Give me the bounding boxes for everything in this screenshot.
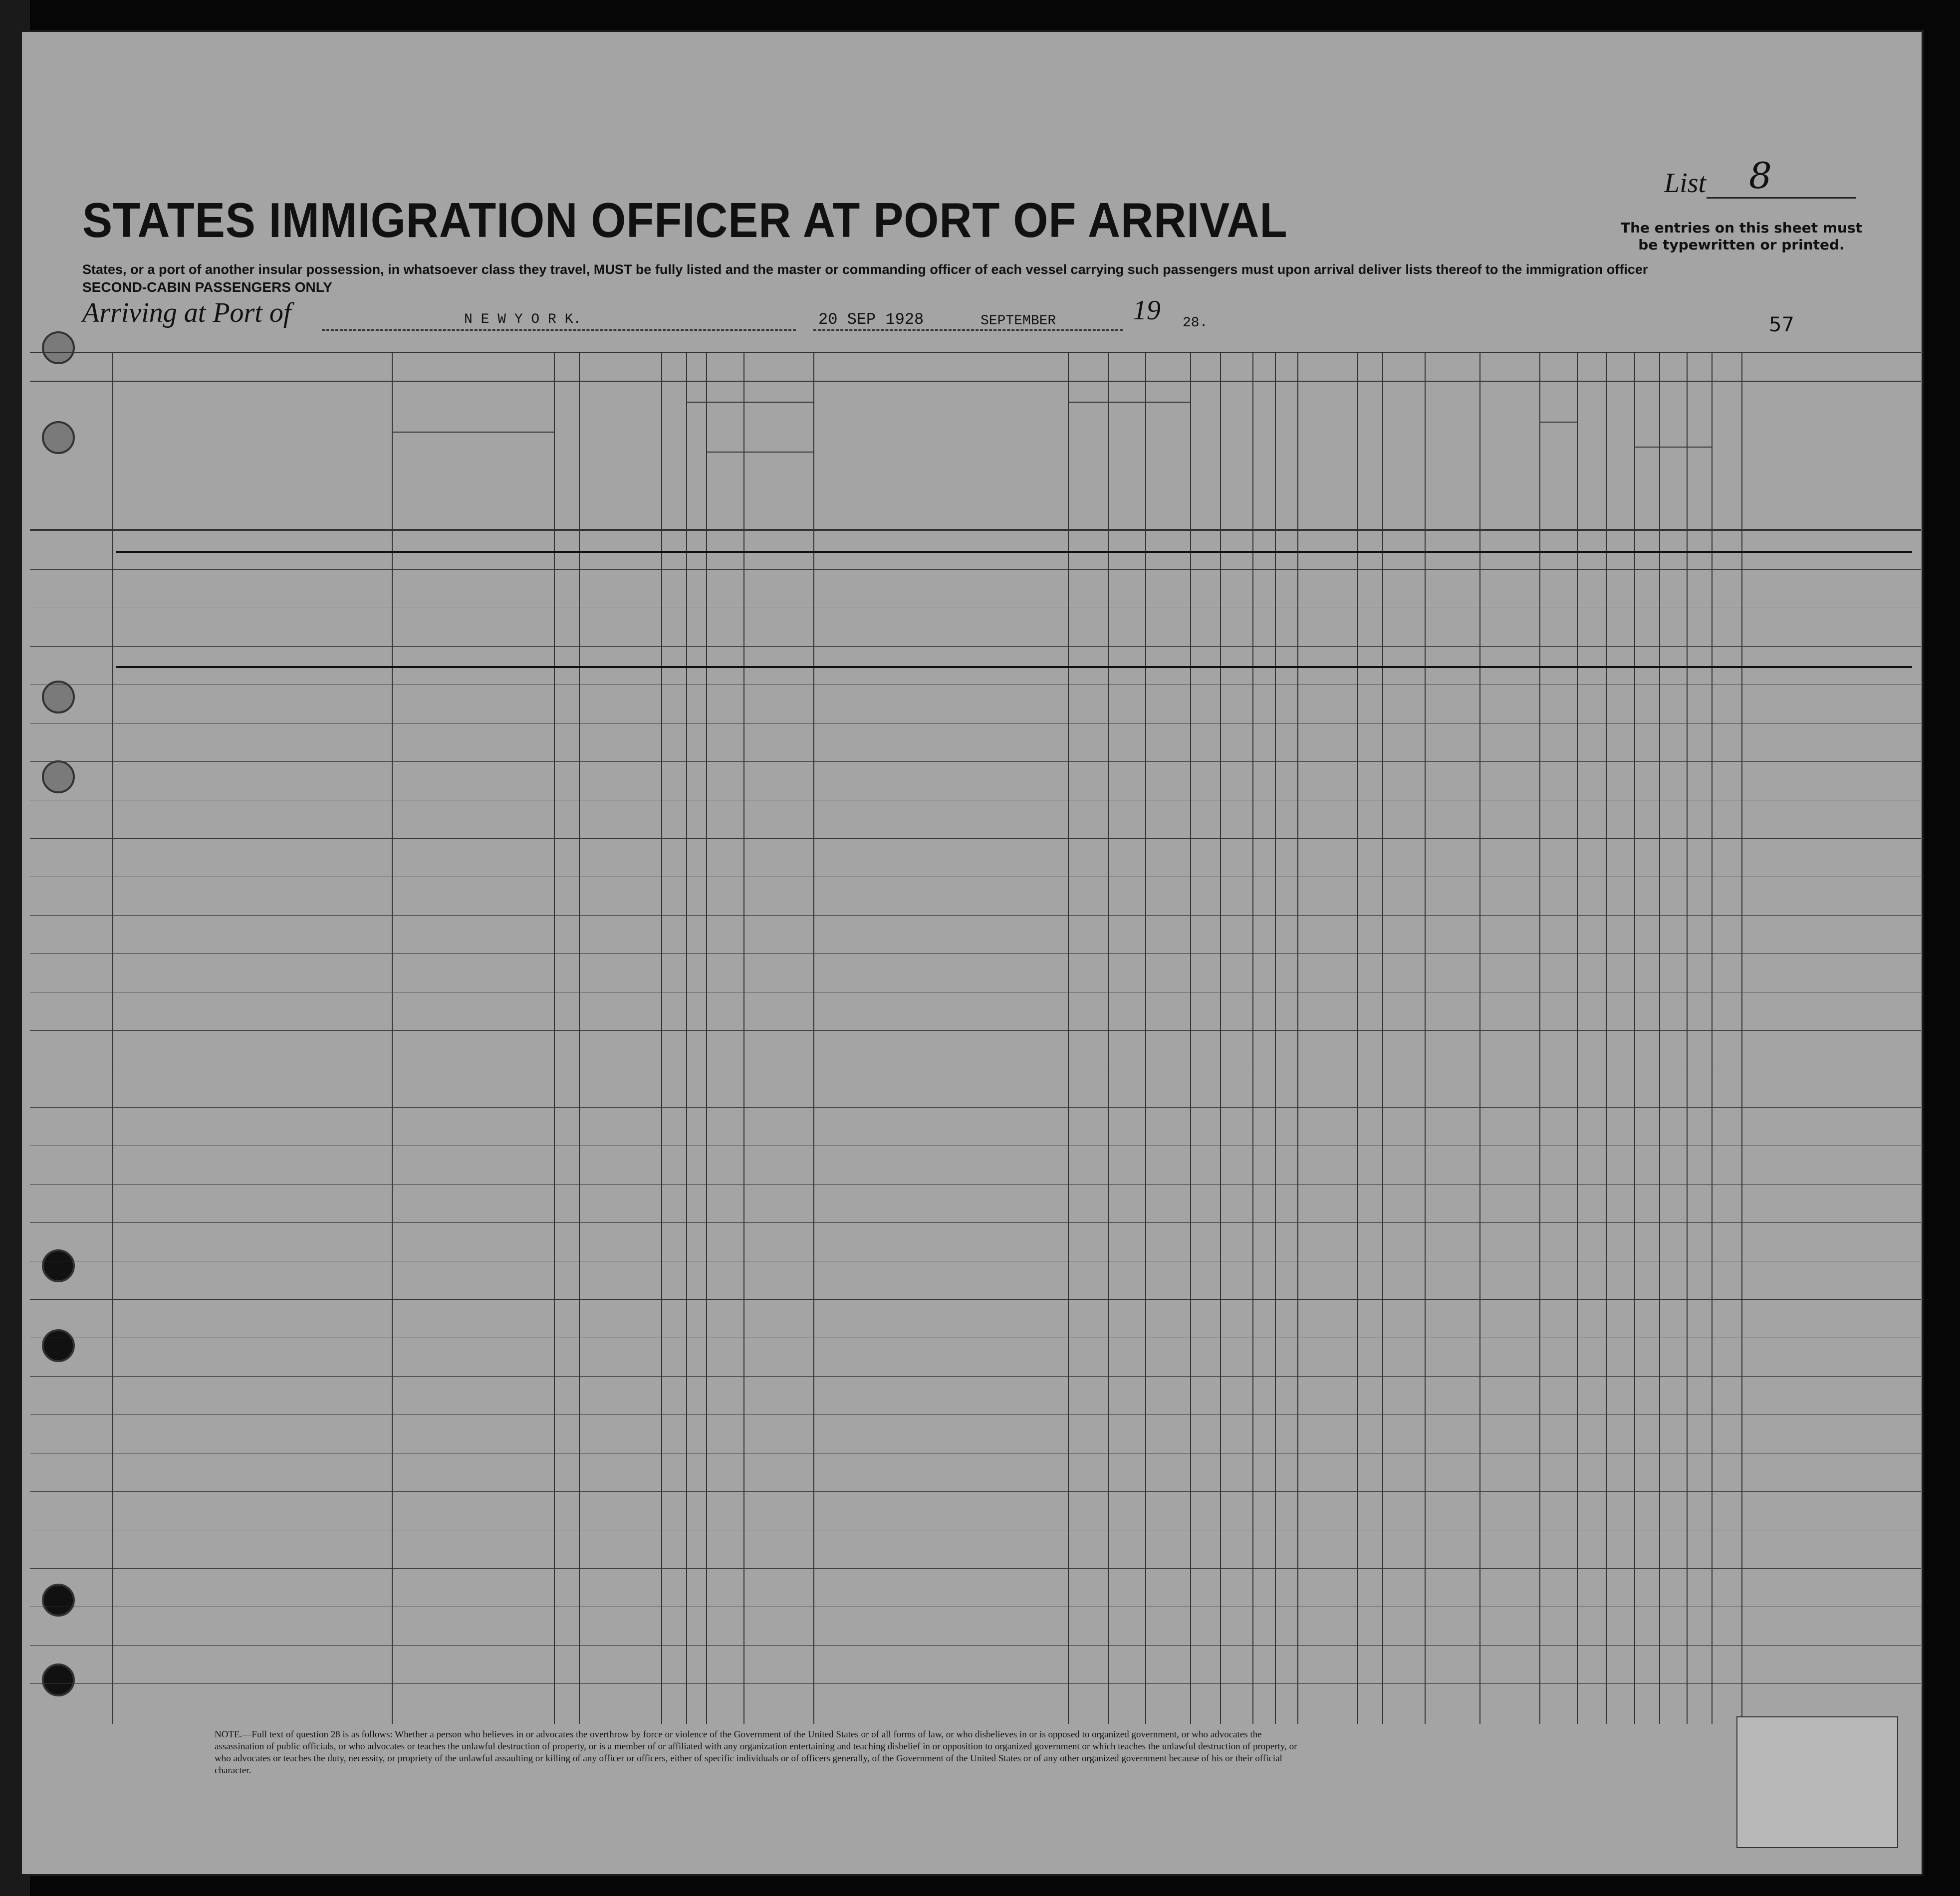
column-rule	[1220, 352, 1221, 1724]
column-rule	[579, 352, 580, 1724]
column-rule	[1659, 352, 1660, 1724]
port-line	[322, 329, 796, 331]
cell-paid	[581, 765, 661, 800]
row-rule	[30, 1184, 1921, 1185]
column-rule	[392, 352, 393, 1724]
typewritten-note: The entries on this sheet must be typewritten or printed.	[1620, 220, 1862, 253]
vertical-header	[556, 387, 576, 526]
arriving-label: Arriving at Port of	[82, 297, 291, 328]
column-rule	[1190, 352, 1191, 1724]
subtitle-instructions: States, or a port of another insular possession, in whatsoever class they travel, MUST be fully listed and the master or commanding officer of each vessel carrying such passengers must upon arrival deliver lists thereof to the immigration officer	[82, 262, 1648, 277]
subheader-rule	[1634, 447, 1712, 448]
header-rule-top	[30, 352, 1921, 353]
row-rule	[30, 1299, 1921, 1300]
subheader-rule	[686, 402, 813, 403]
row-rule	[30, 1030, 1921, 1031]
row-rule	[30, 1222, 1921, 1223]
column-rule	[1687, 352, 1688, 1724]
vertical-header	[1255, 387, 1272, 526]
row-rule	[30, 1107, 1921, 1108]
row-rule	[30, 915, 1921, 916]
cell-paid	[581, 804, 661, 839]
column-rule	[1606, 352, 1607, 1724]
cell-paid	[581, 689, 661, 723]
year-suffix: 28.	[1183, 315, 1208, 331]
column-rule	[743, 352, 744, 1724]
column-rule	[1479, 352, 1480, 1724]
column-rule	[1425, 352, 1426, 1724]
subheader-rule	[1539, 422, 1577, 423]
cell-paid	[581, 612, 661, 647]
vertical-header	[1070, 387, 1108, 526]
column-rule	[1741, 352, 1742, 1724]
column-rule	[1068, 352, 1069, 1724]
vertical-header	[1300, 387, 1355, 526]
year-prefix: 19	[1133, 295, 1161, 326]
column-rule	[1634, 352, 1635, 1724]
row-rule	[30, 1645, 1921, 1646]
date-line	[813, 329, 1123, 331]
list-number: 8	[1749, 155, 1772, 197]
strike-through	[116, 666, 1912, 668]
column-rule	[813, 352, 814, 1724]
sheet-number: 57	[1769, 313, 1794, 336]
row-rule	[30, 761, 1921, 762]
date-stamp: 20 SEP 1928	[818, 310, 924, 329]
column-rule	[112, 352, 113, 1724]
strike-through	[116, 551, 1912, 553]
list-label: List	[1664, 168, 1707, 199]
cell-paid	[581, 573, 661, 608]
subheader-rule	[706, 452, 813, 453]
column-rule	[1297, 352, 1298, 1724]
column-rule	[1252, 352, 1253, 1724]
row-rule	[30, 1683, 1921, 1684]
vertical-header	[1113, 387, 1148, 526]
column-rule	[661, 352, 662, 1724]
footnote: NOTE.—Full text of question 28 is as follows: Whether a person who believes in or advocates the overthrow by force or violence of the Government of the United States or of all forms of law, or who disbelieves in or is opposed to organized government, or who advocates the assassination of public officials, or who advocates or teaches the unlawful destruction of property, or is a member of or affiliated with any organization entertaining and teaching disbelief in or opposition to organized government or which teaches the unlawful destruction of property, or who advocates or teaches the duty, necessity, or propriety of the unlawful assaulting or killing of any officer or officers, either of specific individuals or of officers generally, of the Government of the United States or of any other organized government because of his or their official character.	[215, 1729, 1297, 1776]
column-rule	[1577, 352, 1578, 1724]
cell-paid	[581, 881, 661, 916]
column-rule	[686, 352, 687, 1724]
header-rule-numbers	[30, 381, 1921, 382]
column-rule	[1275, 352, 1276, 1724]
header-rule-bottom	[30, 529, 1921, 531]
row-rule	[30, 1491, 1921, 1492]
vertical-header	[1223, 387, 1250, 526]
cell-paid	[581, 842, 661, 877]
cell-paid	[581, 727, 661, 762]
row-rule	[30, 1568, 1921, 1569]
row-rule	[30, 646, 1921, 647]
subtitle-class: SECOND-CABIN PASSENGERS ONLY	[82, 279, 332, 295]
column-rule	[1712, 352, 1713, 1724]
cell-paid	[581, 957, 661, 992]
column-rule	[1382, 352, 1383, 1724]
column-rule	[706, 352, 707, 1724]
row-rule	[30, 953, 1921, 954]
vertical-header	[1148, 387, 1188, 526]
column-rule	[1145, 352, 1146, 1724]
cell-paid	[581, 996, 661, 1031]
list-underline	[1707, 197, 1856, 199]
cell-paid	[581, 1150, 661, 1185]
port-name: N E W Y O R K.	[464, 312, 582, 327]
row-rule	[30, 1376, 1921, 1377]
row-rule	[30, 838, 1921, 839]
subheader-rule	[392, 432, 554, 433]
vertical-header	[1360, 387, 1380, 526]
row-rule	[30, 569, 1921, 570]
column-rule	[1108, 352, 1109, 1724]
page-title: STATES IMMIGRATION OFFICER AT PORT OF ARRIVAL	[82, 193, 1288, 247]
envelope-corner	[1736, 1716, 1898, 1848]
cell-paid	[581, 919, 661, 954]
vertical-header	[1277, 387, 1295, 526]
column-rule	[1539, 352, 1540, 1724]
vertical-header	[1193, 387, 1218, 526]
column-rule	[1357, 352, 1358, 1724]
vertical-header	[664, 387, 684, 526]
manifest-table	[30, 352, 1921, 1724]
column-rule	[554, 352, 555, 1724]
month: SEPTEMBER	[980, 313, 1056, 329]
cell-paid	[581, 1073, 661, 1108]
cell-paid	[581, 1111, 661, 1146]
cell-paid	[581, 1034, 661, 1069]
